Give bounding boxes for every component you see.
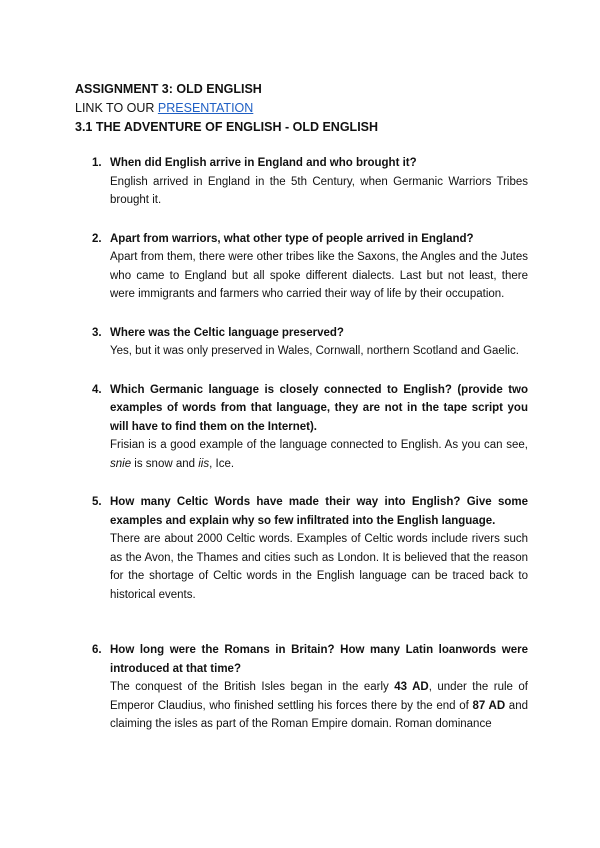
- assignment-title: ASSIGNMENT 3: OLD ENGLISH: [75, 82, 262, 96]
- question-item-1: [92, 154, 528, 210]
- frisian-word-snow: snie: [110, 457, 132, 470]
- answer-text: [110, 436, 528, 473]
- answer-text: There are about 2000 Celtic words. Examples of Celtic words include rivers such as the Avon, the Thames and cities such as London. It is believed that the reason for the shortage of Celtic words in the English language can be traced back to historical events.: [110, 533, 528, 601]
- question-text: How many Celtic Words have made their way into English? Give some examples and explain why so few infiltrated into the English language.: [110, 496, 528, 527]
- date-end: 87 AD: [472, 699, 506, 712]
- question-item-4: [92, 381, 528, 474]
- presentation-link[interactable]: PRESENTATION: [157, 101, 254, 115]
- answer-text: [110, 678, 528, 734]
- question-number: 5.: [92, 496, 102, 508]
- question-number: 2.: [92, 232, 102, 245]
- answer-segment: and claiming the isles as part of the Roman Empire domain. Roman dominance: [110, 699, 528, 730]
- question-item-6: [92, 641, 528, 734]
- question-list: [92, 154, 528, 734]
- question-text: Where was the Celtic language preserved?: [110, 326, 344, 339]
- frisian-word-ice: iis: [198, 457, 210, 470]
- date-start: 43 AD: [394, 681, 429, 693]
- question-number: 4.: [92, 383, 102, 396]
- answer-segment: , under the rule of Emperor Claudius, who finished settling his forces there by the end of: [110, 681, 528, 712]
- question-item-2: [92, 230, 528, 304]
- answer-text: English arrived in England in the 5th Century, when Germanic Warriors Tribes brought it.: [110, 175, 528, 206]
- answer-text: Apart from them, there were other tribes like the Saxons, the Angles and the Jutes who came to England but all spoke different dialects. Last but not least, there were immigrants and farmers who carried their way of life by their occupation.: [110, 251, 528, 300]
- question-item-5: [92, 493, 528, 604]
- question-number: 1.: [92, 157, 102, 169]
- answer-segment: is snow and: [131, 457, 199, 470]
- question-item-3: [92, 324, 528, 361]
- link-prefix: LINK TO OUR: [75, 101, 158, 115]
- question-number: 3.: [92, 326, 102, 339]
- answer-segment: Frisian is a good example of the language connected to English. As you can see,: [110, 439, 528, 451]
- question-text: Which Germanic language is closely connected to English? (provide two examples of words from that language, they are not in the tape script you will have to find them on the Internet).: [110, 383, 528, 433]
- answer-segment: The conquest of the British Isles began in the early: [110, 681, 395, 693]
- section-heading: 3.1 THE ADVENTURE OF ENGLISH - OLD ENGLISH: [75, 120, 379, 134]
- answer-segment: , Ice.: [209, 457, 235, 470]
- answer-text: Yes, but it was only preserved in Wales, Cornwall, northern Scotland and Gaelic.: [110, 345, 519, 357]
- question-text: How long were the Romans in Britain? How many Latin loanwords were introduced at that time?: [110, 644, 528, 675]
- document-header: [75, 80, 535, 137]
- question-text: When did English arrive in England and who brought it?: [110, 157, 417, 169]
- question-text: Apart from warriors, what other type of people arrived in England?: [110, 232, 474, 245]
- presentation-link-line: [75, 99, 535, 118]
- question-number: 6.: [92, 644, 102, 656]
